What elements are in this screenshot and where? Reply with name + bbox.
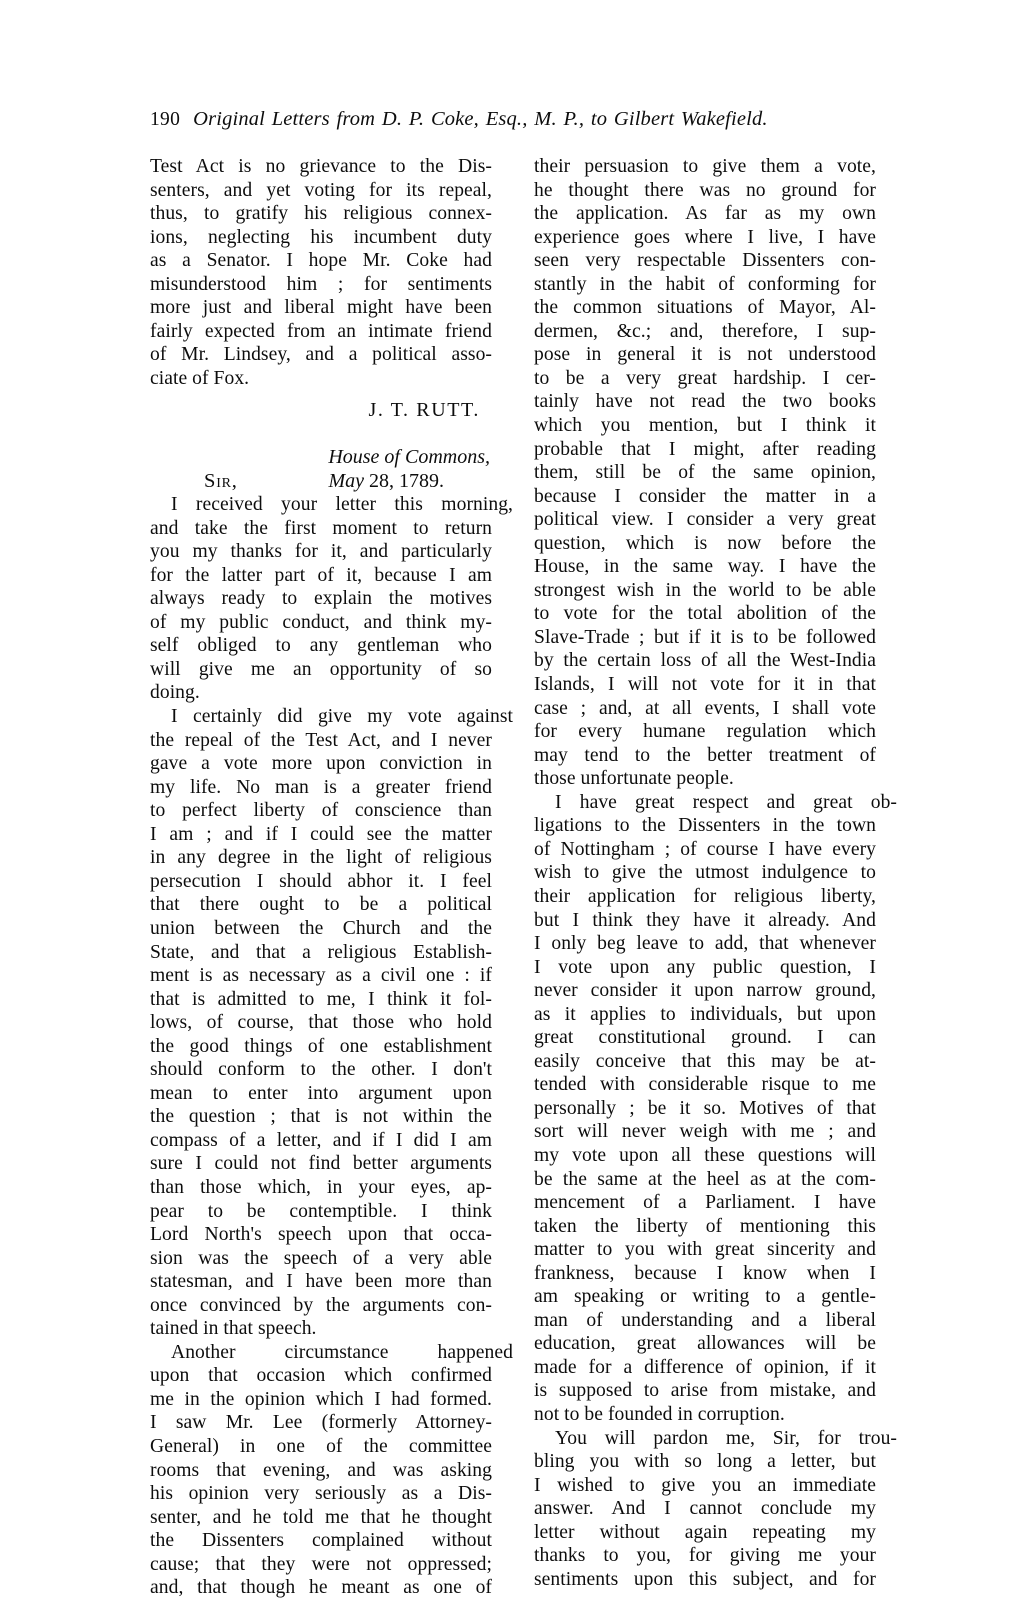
- text-line: tended with considerable risque to me: [534, 1074, 876, 1096]
- text-line: you my thanks for it, and particularly: [150, 541, 492, 563]
- text-line: my vote upon all these questions will: [534, 1144, 876, 1166]
- letter-salutation: Sir,: [204, 469, 238, 492]
- text-line: education, great allowances will be: [534, 1333, 876, 1355]
- text-line: that is admitted to me, I think it fol-: [150, 988, 492, 1010]
- text-line: sort will never weigh with me ; and: [534, 1121, 876, 1143]
- dateline-date: [328, 470, 444, 494]
- text-line: am speaking or writing to a gentle-: [534, 1286, 876, 1308]
- text-line: cause; that they were not oppressed;: [150, 1553, 492, 1575]
- text-line: mencement of a Parliament. I have: [534, 1192, 876, 1214]
- dateline-day-year: 28, 1789.: [369, 469, 444, 492]
- text-line: matter to you with great sincerity and: [534, 1239, 876, 1261]
- text-line: may tend to the better treatment of: [534, 744, 876, 766]
- text-line: than those which, in your eyes, ap-: [150, 1176, 492, 1198]
- text-line: Slave-Trade ; but if it is to be followed: [534, 626, 876, 648]
- text-line: to vote for the total abolition of the: [534, 603, 876, 625]
- text-line: probable that I might, after reading: [534, 438, 876, 460]
- text-line: their persuasion to give them a vote,: [534, 156, 876, 177]
- text-line: senters, and yet voting for its repeal,: [150, 179, 492, 201]
- text-line: General) in one of the committee: [150, 1435, 492, 1457]
- text-line: made for a difference of opinion, if it: [534, 1356, 876, 1378]
- text-line: I am ; and if I could see the matter: [150, 823, 492, 845]
- text-line: sion was the speech of a very able: [150, 1247, 492, 1269]
- text-line: taken the liberty of mentioning this: [534, 1215, 876, 1237]
- text-line: the application. As far as my own: [534, 203, 876, 225]
- text-line: doing.: [150, 682, 200, 704]
- text-line: ions, neglecting his incumbent duty: [150, 226, 492, 248]
- text-line: sentiments upon this subject, and for: [534, 1568, 876, 1590]
- text-line: wish to give the utmost indulgence to: [534, 862, 876, 884]
- text-line: Islands, I will not vote for it in that: [534, 674, 876, 696]
- text-line: Lord North's speech upon that occa-: [150, 1224, 492, 1246]
- text-line: never consider it upon narrow ground,: [534, 980, 876, 1002]
- paragraph: [150, 155, 492, 390]
- text-line: I have great respect and great ob-: [555, 791, 897, 813]
- text-line: House, in the same way. I have the: [534, 556, 876, 578]
- text-line: State, and that a religious Establish-: [150, 941, 492, 963]
- text-line: compass of a letter, and if I did I am: [150, 1129, 492, 1151]
- text-line: thanks to you, for giving me your: [534, 1545, 876, 1567]
- dateline-place: House of Commons,: [328, 446, 490, 469]
- text-line: I only beg leave to add, that whenever: [534, 933, 876, 955]
- text-column-right: [534, 155, 897, 1591]
- text-line: will give me an opportunity of so: [150, 658, 492, 680]
- text-line: persecution I should abhor it. I feel: [150, 870, 492, 892]
- text-line: sure I could not find better arguments: [150, 1153, 492, 1175]
- text-line: my life. No man is a greater friend: [150, 776, 492, 798]
- text-line: his opinion very seriously as a Dis-: [150, 1483, 492, 1505]
- text-line: gave a vote more upon conviction in: [150, 753, 492, 775]
- text-line: ligations to the Dissenters in the town: [534, 815, 876, 837]
- text-line: be the same at the heel as at the com-: [534, 1168, 876, 1190]
- text-line: once convinced by the arguments con-: [150, 1294, 492, 1316]
- paragraph: [534, 791, 897, 1427]
- text-line: not to be founded in corruption.: [534, 1403, 785, 1425]
- text-line: I wished to give you an immediate: [534, 1474, 876, 1496]
- text-line: of Nottingham ; of course I have every: [534, 838, 876, 860]
- letter-signature: J. T. RUTT.: [368, 399, 480, 422]
- text-line: upon that occasion which confirmed: [150, 1365, 492, 1387]
- text-line: Test Act is no grievance to the Dis-: [150, 156, 492, 177]
- text-line: question, which is now before the: [534, 532, 876, 554]
- text-line: more just and liberal might have been: [150, 297, 492, 319]
- paragraph: [150, 1341, 513, 1600]
- text-line: thus, to gratify his religious connex-: [150, 203, 492, 225]
- text-line: as a Senator. I hope Mr. Coke had: [150, 250, 492, 272]
- text-line: senter, and he told me that he thought: [150, 1506, 492, 1528]
- text-line: stantly in the habit of conforming for: [534, 273, 876, 295]
- text-line: I received your letter this morning,: [171, 494, 513, 516]
- text-line: man of understanding and a liberal: [534, 1309, 876, 1331]
- text-line: tained in that speech.: [150, 1318, 317, 1340]
- text-line: ciate of Fox.: [150, 367, 250, 389]
- text-line: ment is as necessary as a civil one : if: [150, 965, 492, 987]
- text-line: their application for religious liberty,: [534, 885, 876, 907]
- text-line: misunderstood him ; for sentiments: [150, 273, 492, 295]
- running-head-title: Original Letters from D. P. Coke, Esq., M. P., to Gilbert Wakefield.: [193, 108, 768, 130]
- text-line: because I consider the matter in a: [534, 485, 876, 507]
- text-line: those unfortunate people.: [534, 768, 734, 790]
- text-line: mean to enter into argument upon: [150, 1082, 492, 1104]
- text-line: I certainly did give my vote against: [171, 706, 513, 728]
- text-line: statesman, and I have been more than: [150, 1271, 492, 1293]
- text-line: for the latter part of it, because I am: [150, 564, 492, 586]
- text-line: he thought there was no ground for: [534, 179, 876, 201]
- text-line: letter without again repeating my: [534, 1521, 876, 1543]
- text-line: and, that though he meant as one of: [150, 1577, 492, 1599]
- text-line: union between the Church and the: [150, 917, 492, 939]
- text-line: frankness, because I know when I: [534, 1262, 876, 1284]
- text-line: personally ; be it so. Motives of that: [534, 1097, 876, 1119]
- text-line: seen very respectable Dissenters con-: [534, 250, 876, 272]
- text-line: answer. And I cannot conclude my: [534, 1498, 876, 1520]
- text-line: and take the first moment to return: [150, 517, 492, 539]
- text-line: strongest wish in the world to be able: [534, 579, 876, 601]
- text-line: dermen, &c.; and, therefore, I sup-: [534, 320, 876, 342]
- text-line: lows, of course, that those who hold: [150, 1012, 492, 1034]
- text-line: to perfect liberty of conscience than: [150, 800, 492, 822]
- text-line: always ready to explain the motives: [150, 588, 492, 610]
- text-column-left: [150, 155, 513, 1600]
- running-head: [150, 108, 880, 136]
- text-line: should conform to the other. I don't: [150, 1059, 492, 1081]
- text-line: the Dissenters complained without: [150, 1530, 492, 1552]
- text-line: which you mention, but I think it: [534, 415, 876, 437]
- text-line: them, still be of the same opinion,: [534, 462, 876, 484]
- text-line: rooms that evening, and was asking: [150, 1459, 492, 1481]
- text-line: for every humane regulation which: [534, 721, 876, 743]
- text-line: me in the opinion which I had formed.: [150, 1388, 492, 1410]
- text-line: tainly have not read the two books: [534, 391, 876, 413]
- text-line: experience goes where I live, I have: [534, 226, 876, 248]
- text-line: that there ought to be a political: [150, 894, 492, 916]
- paragraph: [150, 705, 513, 1341]
- text-line: political view. I consider a very great: [534, 509, 876, 531]
- text-line: the question ; that is not within the: [150, 1106, 492, 1128]
- text-line: to be a very great hardship. I cer-: [534, 367, 876, 389]
- text-line: great constitutional ground. I can: [534, 1027, 876, 1049]
- text-line: easily conceive that this may be at-: [534, 1050, 876, 1072]
- dateline-month: May: [328, 469, 364, 492]
- text-line: the common situations of Mayor, Al-: [534, 297, 876, 319]
- text-line: I saw Mr. Lee (formerly Attorney-: [150, 1412, 492, 1434]
- dateline-row: [150, 470, 492, 494]
- paragraph: [150, 493, 513, 705]
- text-line: pear to be contemptible. I think: [150, 1200, 492, 1222]
- text-line: bling you with so long a letter, but: [534, 1451, 876, 1473]
- text-line: You will pardon me, Sir, for trou-: [555, 1427, 897, 1449]
- text-line: as it applies to individuals, but upon: [534, 1003, 876, 1025]
- text-line: by the certain loss of all the West-India: [534, 650, 876, 672]
- text-line: fairly expected from an intimate friend: [150, 320, 492, 342]
- text-line: the repeal of the Test Act, and I never: [150, 729, 492, 751]
- text-line: in any degree in the light of religious: [150, 847, 492, 869]
- text-line: is supposed to arise from mistake, and: [534, 1380, 876, 1402]
- text-line: pose in general it is not understood: [534, 344, 876, 366]
- paragraph: [534, 155, 876, 791]
- text-line: self obliged to any gentleman who: [150, 635, 492, 657]
- spacer: [150, 423, 492, 446]
- page-folio-number: 190: [150, 109, 181, 130]
- text-line: the good things of one establishment: [150, 1035, 492, 1057]
- text-line: but I think they have it already. And: [534, 909, 876, 931]
- text-line: case ; and, at all events, I shall vote: [534, 697, 876, 719]
- text-line: I vote upon any public question, I: [534, 956, 876, 978]
- text-line: Another circumstance happened: [171, 1341, 513, 1363]
- text-line: of my public conduct, and think my-: [150, 611, 492, 633]
- text-line: of Mr. Lindsey, and a political asso-: [150, 344, 492, 366]
